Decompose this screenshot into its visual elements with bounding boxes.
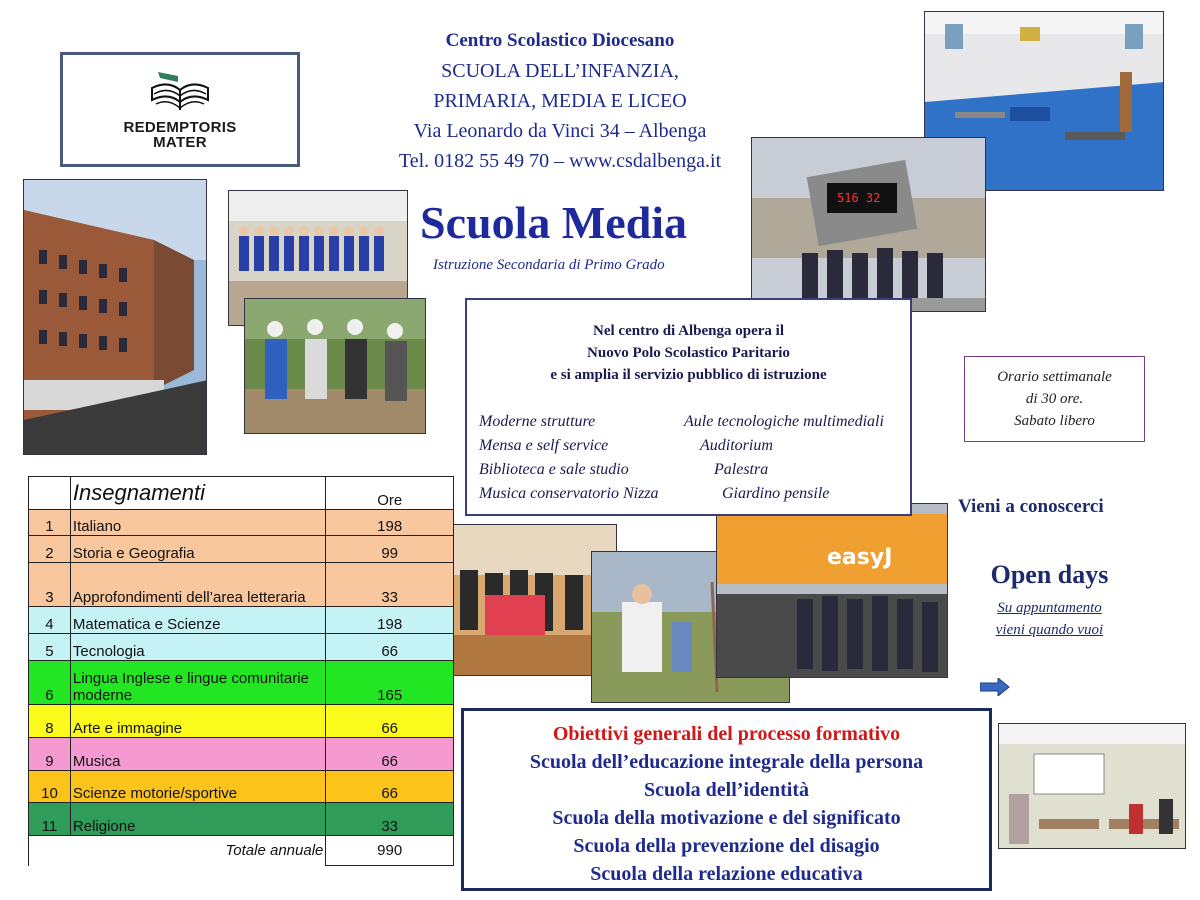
row-hours: 198 [326, 510, 454, 536]
logo-line-2: MATER [153, 133, 207, 151]
info-heading-line: e si amplia il servizio pubblico di istruzione [550, 367, 827, 383]
row-hours: 198 [326, 607, 454, 634]
row-number: 3 [29, 563, 71, 607]
feature-item: Mensa e self service [479, 437, 609, 454]
info-heading-line: Nel centro di Albenga opera il [593, 323, 784, 339]
table-row [29, 803, 454, 836]
row-subject: Arte e immagine [70, 705, 325, 738]
london-trip-photo [751, 137, 986, 312]
contact-line[interactable]: Tel. 0182 55 49 70 – www.csdalbenga.it [398, 150, 722, 172]
table-total-row [29, 836, 454, 866]
appointment-link[interactable] [958, 597, 1141, 641]
open-book-icon [148, 70, 212, 116]
table-row [29, 563, 454, 607]
page-title: Scuola Media [420, 197, 688, 248]
subjects-table [28, 476, 454, 866]
svg-text:516 32: 516 32 [837, 191, 881, 205]
classroom-photo [998, 723, 1186, 849]
row-hours: 66 [326, 738, 454, 771]
table-header-row [29, 477, 454, 510]
row-hours: 33 [326, 563, 454, 607]
info-box [465, 298, 912, 516]
table-row [29, 771, 454, 803]
airplane-trip-photo [716, 503, 948, 678]
appointment-line[interactable]: Su appuntamento [997, 600, 1102, 616]
row-number: 2 [29, 536, 71, 563]
feature-item: Musica conservatorio Nizza [479, 485, 659, 502]
visit-us-heading: Vieni a conoscerci [958, 496, 1104, 517]
row-subject: Tecnologia [70, 634, 325, 661]
table-row [29, 607, 454, 634]
header-subject: Insegnamenti [70, 477, 325, 510]
row-hours: 165 [326, 661, 454, 705]
feature-item: Auditorium [700, 437, 773, 454]
objective-line: Scuola della relazione educativa [590, 863, 863, 885]
row-hours: 33 [326, 803, 454, 836]
row-hours: 66 [326, 771, 454, 803]
feature-row [479, 458, 909, 482]
row-number: 4 [29, 607, 71, 634]
table-row [29, 738, 454, 771]
feature-item: Palestra [714, 461, 769, 478]
row-number: 6 [29, 661, 71, 705]
institution-name: Centro Scolastico Diocesano [445, 30, 675, 51]
total-label: Totale annuale [70, 836, 325, 866]
objectives-title: Obiettivi generali del processo formativo [552, 723, 901, 745]
school-header [340, 26, 780, 176]
feature-item: Biblioteca e sale studio [479, 461, 629, 478]
schedule-box [964, 356, 1145, 442]
appointment-line[interactable]: vieni quando vuoi [995, 622, 1104, 638]
row-subject: Scienze motorie/sportive [70, 771, 325, 803]
header-line: SCUOLA DELL’INFANZIA, [441, 60, 679, 82]
row-number: 1 [29, 510, 71, 536]
table-row [29, 705, 454, 738]
features-list [479, 410, 909, 506]
feature-item: Moderne strutture [479, 413, 596, 430]
row-subject: Storia e Geografia [70, 536, 325, 563]
svg-text:easyJ: easyJ [827, 545, 893, 570]
schedule-line: Orario settimanale [997, 369, 1112, 385]
feature-row [479, 434, 909, 458]
objective-line: Scuola della prevenzione del disagio [573, 835, 880, 857]
row-hours: 99 [326, 536, 454, 563]
row-subject: Musica [70, 738, 325, 771]
row-hours: 66 [326, 634, 454, 661]
row-number: 9 [29, 738, 71, 771]
table-row [29, 536, 454, 563]
row-subject: Religione [70, 803, 325, 836]
row-subject: Approfondimenti dell’area letteraria [70, 563, 325, 607]
row-number: 8 [29, 705, 71, 738]
row-hours: 66 [326, 705, 454, 738]
objective-line: Scuola dell’educazione integrale della persona [529, 751, 924, 773]
address: Via Leonardo da Vinci 34 – Albenga [413, 120, 707, 142]
feature-item: Giardino pensile [722, 485, 830, 502]
schedule-line: Sabato libero [1014, 413, 1095, 429]
objectives-box [461, 708, 992, 891]
header-hours: Ore [326, 477, 454, 510]
row-number: 5 [29, 634, 71, 661]
objective-line: Scuola dell’identità [643, 779, 809, 801]
table-row [29, 510, 454, 536]
arrow-right-icon [980, 678, 1010, 696]
row-subject: Matematica e Scienze [70, 607, 325, 634]
page-subtitle: Istruzione Secondaria di Primo Grado [433, 257, 665, 273]
table-row [29, 634, 454, 661]
schedule-line: di 30 ore. [1025, 391, 1084, 407]
table-row [29, 661, 454, 705]
feature-row [479, 482, 909, 506]
feature-row [479, 410, 909, 434]
total-hours: 990 [326, 836, 454, 866]
school-building-photo [23, 179, 207, 455]
open-days-heading: Open days [990, 560, 1109, 589]
row-number: 10 [29, 771, 71, 803]
info-heading [467, 320, 910, 386]
info-heading-line: Nuovo Polo Scolastico Paritario [587, 345, 790, 361]
row-subject: Lingua Inglese e lingue comunitarie moderne [70, 661, 325, 705]
table-body [29, 510, 454, 836]
row-number: 11 [29, 803, 71, 836]
objective-line: Scuola della motivazione e del significato [552, 807, 901, 829]
logo-line-1: REDEMPTORIS [123, 118, 237, 136]
school-logo [60, 52, 300, 167]
row-subject: Italiano [70, 510, 325, 536]
feature-item: Aule tecnologiche multimediali [684, 413, 884, 430]
header-line: PRIMARIA, MEDIA E LICEO [433, 90, 687, 112]
climbing-activity-photo [244, 298, 426, 434]
